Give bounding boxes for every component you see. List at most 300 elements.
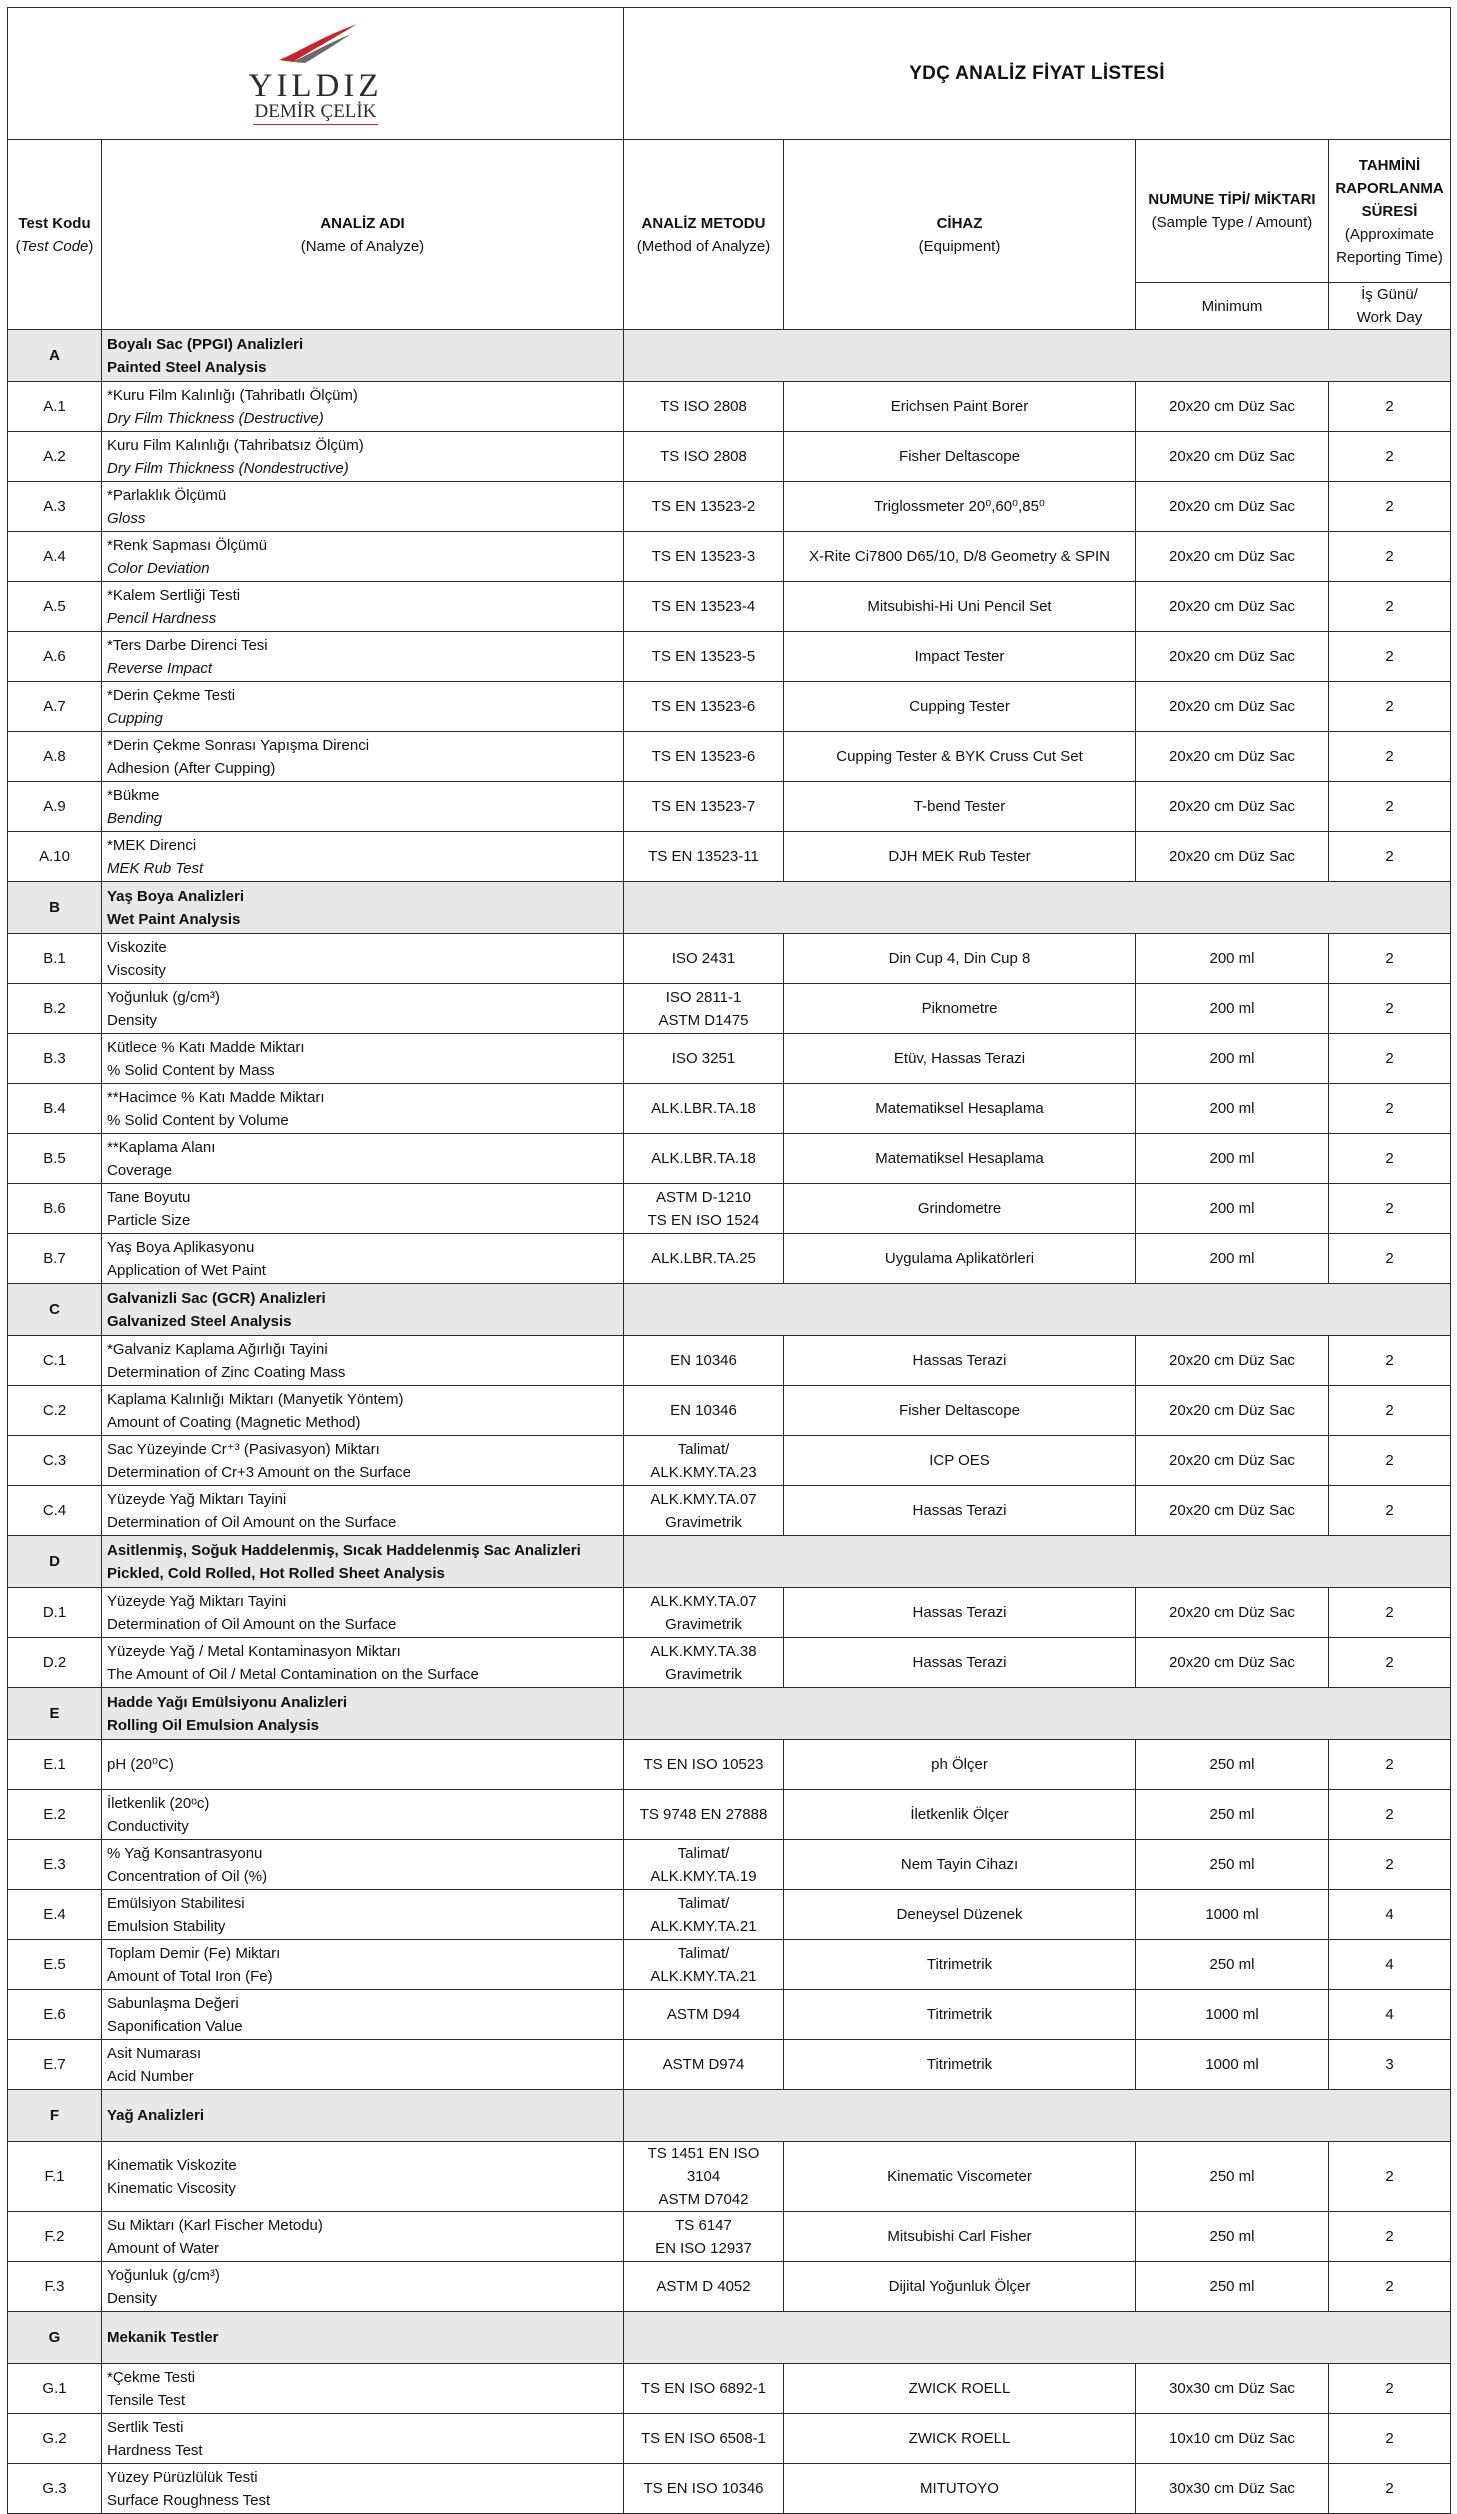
header-test-code bbox=[8, 140, 102, 330]
header-equipment-tr: CİHAZ bbox=[936, 214, 983, 232]
analysis-method bbox=[624, 1336, 784, 1386]
method-line: TS EN 13523-5 bbox=[651, 648, 756, 665]
method-line: ISO 2431 bbox=[671, 950, 736, 967]
analysis-name-en: Gloss bbox=[107, 509, 146, 527]
company-logo bbox=[249, 22, 383, 125]
header-equipment-en: (Equipment) bbox=[918, 237, 1001, 255]
section-filler bbox=[624, 330, 1451, 382]
sample-amount: 20x20 cm Düz Sac bbox=[1136, 482, 1329, 532]
analysis-name-tr: İletkenlik (20ᵒc) bbox=[107, 1794, 210, 1812]
test-code: A.1 bbox=[8, 382, 102, 432]
method-line: TS EN 13523-6 bbox=[651, 698, 756, 715]
section-code: D bbox=[8, 1536, 102, 1588]
sample-amount: 20x20 cm Düz Sac bbox=[1136, 1386, 1329, 1436]
header-sample bbox=[1136, 140, 1329, 283]
equipment: ZWICK ROELL bbox=[784, 2364, 1136, 2414]
analysis-method bbox=[624, 1234, 784, 1284]
equipment: İletkenlik Ölçer bbox=[784, 1790, 1136, 1840]
analysis-name bbox=[102, 1234, 624, 1284]
sample-amount: 20x20 cm Düz Sac bbox=[1136, 532, 1329, 582]
analysis-name bbox=[102, 532, 624, 582]
test-code: C.2 bbox=[8, 1386, 102, 1436]
table-row bbox=[8, 682, 1451, 732]
sample-amount: 1000 ml bbox=[1136, 1890, 1329, 1940]
header-test-code-en: (Test Code) bbox=[15, 237, 94, 255]
equipment: Triglossmeter 20⁰,60⁰,85⁰ bbox=[784, 482, 1136, 532]
reporting-days: 2 bbox=[1329, 2212, 1451, 2262]
analysis-name bbox=[102, 1990, 624, 2040]
analysis-method bbox=[624, 1436, 784, 1486]
section-code: G bbox=[8, 2312, 102, 2364]
analysis-method bbox=[624, 1990, 784, 2040]
analysis-name-tr: *Kuru Film Kalınlığı (Tahribatlı Ölçüm) bbox=[107, 386, 358, 404]
table-row bbox=[8, 1940, 1451, 1990]
analysis-name bbox=[102, 1486, 624, 1536]
table-row bbox=[8, 782, 1451, 832]
method-line: ASTM D7042 bbox=[658, 2191, 749, 2208]
analysis-method bbox=[624, 1184, 784, 1234]
analysis-method bbox=[624, 682, 784, 732]
test-code: F.1 bbox=[8, 2142, 102, 2212]
analysis-name-tr: Asit Numarası bbox=[107, 2044, 202, 2062]
section-title-tr: Yaş Boya Analizleri bbox=[107, 887, 245, 905]
method-line: Talimat/ bbox=[677, 1440, 730, 1458]
analysis-method bbox=[624, 732, 784, 782]
analysis-name bbox=[102, 1740, 624, 1790]
analysis-name bbox=[102, 1840, 624, 1890]
section-filler bbox=[624, 1688, 1451, 1740]
method-line: Gravimetrik bbox=[665, 1513, 742, 1531]
equipment: Kinematic Viscometer bbox=[784, 2142, 1136, 2212]
analysis-method bbox=[624, 832, 784, 882]
section-code: A bbox=[8, 330, 102, 382]
header-time-line: RAPORLANMA bbox=[1335, 179, 1444, 197]
analysis-name bbox=[102, 934, 624, 984]
reporting-days: 4 bbox=[1329, 1940, 1451, 1990]
section-title-en: Galvanized Steel Analysis bbox=[107, 1312, 292, 1330]
test-code: E.6 bbox=[8, 1990, 102, 2040]
analysis-name-en: Viscosity bbox=[107, 961, 166, 979]
equipment: Titrimetrik bbox=[784, 2040, 1136, 2090]
table-row bbox=[8, 1486, 1451, 1536]
analysis-method bbox=[624, 2040, 784, 2090]
test-code: C.3 bbox=[8, 1436, 102, 1486]
reporting-days: 2 bbox=[1329, 934, 1451, 984]
section-filler bbox=[624, 882, 1451, 934]
analysis-name-tr: Yüzeyde Yağ / Metal Kontaminasyon Miktarı bbox=[107, 1642, 401, 1660]
equipment: Matematiksel Hesaplama bbox=[784, 1134, 1136, 1184]
test-code: B.3 bbox=[8, 1034, 102, 1084]
reporting-days: 2 bbox=[1329, 1184, 1451, 1234]
analysis-name bbox=[102, 1890, 624, 1940]
header-method-tr: ANALİZ METODU bbox=[641, 214, 766, 232]
analysis-method bbox=[624, 1790, 784, 1840]
sample-amount: 20x20 cm Düz Sac bbox=[1136, 1638, 1329, 1688]
section-title bbox=[102, 1284, 624, 1336]
reporting-days: 2 bbox=[1329, 2262, 1451, 2312]
analysis-name bbox=[102, 2464, 624, 2514]
section-code: E bbox=[8, 1688, 102, 1740]
header-sample-tr: NUMUNE TİPİ/ MİKTARI bbox=[1148, 191, 1316, 208]
table-row bbox=[8, 2262, 1451, 2312]
section-title bbox=[102, 882, 624, 934]
analysis-name bbox=[102, 1790, 624, 1840]
analysis-name bbox=[102, 2262, 624, 2312]
header-analysis-name bbox=[102, 140, 624, 330]
test-code: A.10 bbox=[8, 832, 102, 882]
sample-amount: 20x20 cm Düz Sac bbox=[1136, 632, 1329, 682]
method-line: ASTM D-1210 bbox=[655, 1188, 752, 1206]
analysis-name-tr: Sac Yüzeyinde Cr⁺³ (Pasivasyon) Miktarı bbox=[107, 1440, 380, 1458]
analysis-name-en: Saponification Value bbox=[107, 2017, 243, 2035]
section-title-tr: Hadde Yağı Emülsiyonu Analizleri bbox=[107, 1693, 348, 1711]
equipment: DJH MEK Rub Tester bbox=[784, 832, 1136, 882]
analysis-name-en: Determination of Oil Amount on the Surface bbox=[107, 1615, 397, 1633]
analysis-name-en: % Solid Content by Mass bbox=[107, 1061, 275, 1079]
table-row bbox=[8, 2464, 1451, 2514]
table-row bbox=[8, 1840, 1451, 1890]
reporting-days: 2 bbox=[1329, 532, 1451, 582]
sample-amount: 200 ml bbox=[1136, 1184, 1329, 1234]
section-header-row bbox=[8, 1688, 1451, 1740]
test-code: A.9 bbox=[8, 782, 102, 832]
sample-amount: 200 ml bbox=[1136, 934, 1329, 984]
header-work-day-line: İş Günü/ bbox=[1361, 286, 1418, 303]
method-line: ASTM D94 bbox=[666, 2006, 741, 2023]
analysis-name bbox=[102, 682, 624, 732]
header-analysis-name-tr: ANALİZ ADI bbox=[320, 214, 405, 232]
table-row bbox=[8, 1638, 1451, 1688]
analysis-name bbox=[102, 2040, 624, 2090]
test-code: F.2 bbox=[8, 2212, 102, 2262]
method-line: ALK.KMY.TA.19 bbox=[650, 1867, 757, 1885]
table-row bbox=[8, 2040, 1451, 2090]
sample-amount: 20x20 cm Düz Sac bbox=[1136, 832, 1329, 882]
equipment: Etüv, Hassas Terazi bbox=[784, 1034, 1136, 1084]
test-code: B.7 bbox=[8, 1234, 102, 1284]
equipment: ICP OES bbox=[784, 1436, 1136, 1486]
method-line: ALK.KMY.TA.38 bbox=[650, 1642, 757, 1660]
section-title-en: Painted Steel Analysis bbox=[107, 358, 267, 376]
equipment: Impact Tester bbox=[784, 632, 1136, 682]
equipment: Hassas Terazi bbox=[784, 1638, 1136, 1688]
analysis-name bbox=[102, 382, 624, 432]
analysis-name-en: Amount of Total Iron (Fe) bbox=[107, 1967, 273, 1985]
header-sample-en: (Sample Type / Amount) bbox=[1151, 214, 1313, 231]
analysis-name-tr: Yüzeyde Yağ Miktarı Tayini bbox=[107, 1490, 287, 1508]
section-title-tr: Boyalı Sac (PPGI) Analizleri bbox=[107, 335, 304, 353]
method-line: ALK.LBR.TA.18 bbox=[651, 1100, 756, 1117]
reporting-days: 2 bbox=[1329, 2142, 1451, 2212]
analysis-name-tr: Toplam Demir (Fe) Miktarı bbox=[107, 1944, 281, 1962]
method-line: TS EN 13523-2 bbox=[651, 498, 756, 515]
analysis-name-en: Amount of Coating (Magnetic Method) bbox=[107, 1413, 361, 1431]
analysis-name-tr: *Parlaklık Ölçümü bbox=[107, 486, 227, 504]
table-row bbox=[8, 582, 1451, 632]
method-line: TS 6147 bbox=[675, 2216, 732, 2234]
section-title-en: Pickled, Cold Rolled, Hot Rolled Sheet Analysis bbox=[107, 1564, 445, 1582]
table-row bbox=[8, 934, 1451, 984]
table-row bbox=[8, 832, 1451, 882]
test-code: C.1 bbox=[8, 1336, 102, 1386]
logo-swoosh-icon bbox=[271, 22, 361, 64]
test-code: E.2 bbox=[8, 1790, 102, 1840]
reporting-days: 2 bbox=[1329, 1436, 1451, 1486]
section-header-row bbox=[8, 882, 1451, 934]
equipment: Erichsen Paint Borer bbox=[784, 382, 1136, 432]
method-line: ALK.LBR.TA.18 bbox=[651, 1150, 756, 1167]
method-line: ASTM D1475 bbox=[658, 1011, 749, 1029]
method-line: TS EN ISO 6508-1 bbox=[640, 2430, 767, 2447]
sample-amount: 20x20 cm Düz Sac bbox=[1136, 1336, 1329, 1386]
header-method bbox=[624, 140, 784, 330]
analysis-name-en: Reverse Impact bbox=[107, 659, 213, 677]
analysis-name-tr: Kütlece % Katı Madde Miktarı bbox=[107, 1038, 305, 1056]
test-code: E.3 bbox=[8, 1840, 102, 1890]
method-line: Talimat/ bbox=[677, 1844, 730, 1862]
sample-amount: 200 ml bbox=[1136, 1134, 1329, 1184]
method-line: ALK.KMY.TA.21 bbox=[650, 1967, 757, 1985]
reporting-days: 2 bbox=[1329, 1840, 1451, 1890]
analysis-name bbox=[102, 1940, 624, 1990]
header-time-line: SÜRESİ bbox=[1361, 202, 1418, 220]
method-line: TS EN ISO 10523 bbox=[643, 1756, 764, 1773]
sample-amount: 250 ml bbox=[1136, 1940, 1329, 1990]
reporting-days: 2 bbox=[1329, 632, 1451, 682]
analysis-name bbox=[102, 632, 624, 682]
analysis-name-tr: Yoğunluk (g/cm³) bbox=[107, 988, 220, 1006]
sample-amount: 250 ml bbox=[1136, 2142, 1329, 2212]
reporting-days: 2 bbox=[1329, 2414, 1451, 2464]
test-code: B.4 bbox=[8, 1084, 102, 1134]
header-row bbox=[8, 140, 1451, 283]
table-row bbox=[8, 1436, 1451, 1486]
table-row bbox=[8, 1336, 1451, 1386]
test-code: E.7 bbox=[8, 2040, 102, 2090]
sample-amount: 20x20 cm Düz Sac bbox=[1136, 1486, 1329, 1536]
section-code: F bbox=[8, 2090, 102, 2142]
analysis-name-tr: *Çekme Testi bbox=[107, 2368, 196, 2386]
analysis-name-en: Density bbox=[107, 2289, 158, 2307]
analysis-name-en: Acid Number bbox=[107, 2067, 194, 2085]
analysis-name bbox=[102, 1034, 624, 1084]
table-row bbox=[8, 984, 1451, 1034]
analysis-method bbox=[624, 1134, 784, 1184]
table-row bbox=[8, 1386, 1451, 1436]
sample-amount: 10x10 cm Düz Sac bbox=[1136, 2414, 1329, 2464]
method-line: TS EN 13523-3 bbox=[651, 548, 756, 565]
reporting-days: 2 bbox=[1329, 482, 1451, 532]
method-line: TS EN 13523-6 bbox=[651, 748, 756, 765]
reporting-days: 2 bbox=[1329, 2464, 1451, 2514]
analysis-method bbox=[624, 432, 784, 482]
analysis-method bbox=[624, 582, 784, 632]
header-method-en: (Method of Analyze) bbox=[636, 237, 771, 255]
analysis-name-tr: **Kaplama Alanı bbox=[107, 1138, 216, 1156]
section-code: C bbox=[8, 1284, 102, 1336]
analysis-name-tr: *Derin Çekme Sonrası Yapışma Direnci bbox=[107, 736, 370, 754]
reporting-days: 3 bbox=[1329, 2040, 1451, 2090]
method-line: EN 10346 bbox=[670, 1402, 737, 1419]
header-analysis-name-en: (Name of Analyze) bbox=[300, 237, 425, 255]
header-test-code-tr: Test Kodu bbox=[18, 214, 91, 232]
equipment: Hassas Terazi bbox=[784, 1336, 1136, 1386]
section-header-row bbox=[8, 330, 1451, 382]
header-time-en-line: (Approximate bbox=[1344, 225, 1435, 243]
table-row bbox=[8, 1890, 1451, 1940]
method-line: TS EN 13523-4 bbox=[651, 598, 756, 615]
analysis-name-en: Coverage bbox=[107, 1161, 173, 1179]
analysis-name bbox=[102, 2142, 624, 2212]
method-line: TS EN 13523-11 bbox=[648, 848, 759, 865]
sample-amount: 250 ml bbox=[1136, 2262, 1329, 2312]
reporting-days: 2 bbox=[1329, 732, 1451, 782]
analysis-name-tr: *Renk Sapması Ölçümü bbox=[107, 536, 268, 554]
header-equipment bbox=[784, 140, 1136, 330]
table-row bbox=[8, 382, 1451, 432]
reporting-days: 2 bbox=[1329, 832, 1451, 882]
sample-amount: 200 ml bbox=[1136, 1234, 1329, 1284]
table-row bbox=[8, 1990, 1451, 2040]
equipment: Matematiksel Hesaplama bbox=[784, 1084, 1136, 1134]
analysis-name-en: MEK Rub Test bbox=[107, 859, 204, 877]
reporting-days: 2 bbox=[1329, 1034, 1451, 1084]
header-reporting-time bbox=[1329, 140, 1451, 283]
analysis-method bbox=[624, 632, 784, 682]
equipment: Cupping Tester & BYK Cruss Cut Set bbox=[784, 732, 1136, 782]
reporting-days: 2 bbox=[1329, 1588, 1451, 1638]
equipment: Fisher Deltascope bbox=[784, 1386, 1136, 1436]
analysis-name-en: Application of Wet Paint bbox=[107, 1261, 266, 1279]
analysis-method bbox=[624, 1386, 784, 1436]
test-code: G.1 bbox=[8, 2364, 102, 2414]
reporting-days: 2 bbox=[1329, 1386, 1451, 1436]
reporting-days: 2 bbox=[1329, 1234, 1451, 1284]
test-code: B.5 bbox=[8, 1134, 102, 1184]
analysis-method bbox=[624, 1034, 784, 1084]
analysis-name-en: Determination of Cr+3 Amount on the Surface bbox=[107, 1463, 411, 1481]
analysis-name bbox=[102, 1134, 624, 1184]
analysis-method bbox=[624, 482, 784, 532]
sample-amount: 250 ml bbox=[1136, 1840, 1329, 1890]
reporting-days: 2 bbox=[1329, 382, 1451, 432]
logo-subtitle: DEMİR ÇELİK bbox=[253, 101, 379, 125]
analysis-name-en: Determination of Oil Amount on the Surface bbox=[107, 1513, 397, 1531]
method-line: TS EN ISO 1524 bbox=[647, 1211, 760, 1229]
analysis-method bbox=[624, 1084, 784, 1134]
test-code: A.3 bbox=[8, 482, 102, 532]
sample-amount: 200 ml bbox=[1136, 1034, 1329, 1084]
test-code: G.2 bbox=[8, 2414, 102, 2464]
table-row bbox=[8, 1740, 1451, 1790]
section-title bbox=[102, 2312, 624, 2364]
section-filler bbox=[624, 1284, 1451, 1336]
reporting-days: 2 bbox=[1329, 1336, 1451, 1386]
header-time-en-line: Reporting Time) bbox=[1336, 248, 1443, 266]
test-code: B.2 bbox=[8, 984, 102, 1034]
table-row bbox=[8, 2414, 1451, 2464]
analysis-name bbox=[102, 2414, 624, 2464]
table-row bbox=[8, 732, 1451, 782]
analysis-name-tr: Yüzey Pürüzlülük Testi bbox=[107, 2468, 258, 2486]
analysis-name-en: Density bbox=[107, 1011, 158, 1029]
equipment: Din Cup 4, Din Cup 8 bbox=[784, 934, 1136, 984]
equipment: Cupping Tester bbox=[784, 682, 1136, 732]
equipment: Titrimetrik bbox=[784, 1940, 1136, 1990]
equipment: Mitsubishi Carl Fisher bbox=[784, 2212, 1136, 2262]
table-row bbox=[8, 2212, 1451, 2262]
analysis-name-en: Emulsion Stability bbox=[107, 1917, 226, 1935]
table-row bbox=[8, 1134, 1451, 1184]
table-row bbox=[8, 632, 1451, 682]
analysis-method bbox=[624, 1840, 784, 1890]
reporting-days: 2 bbox=[1329, 1486, 1451, 1536]
analysis-name bbox=[102, 2212, 624, 2262]
table-row bbox=[8, 1084, 1451, 1134]
equipment: Nem Tayin Cihazı bbox=[784, 1840, 1136, 1890]
analysis-name bbox=[102, 984, 624, 1034]
method-line: TS ISO 2808 bbox=[660, 398, 747, 415]
table-row bbox=[8, 1034, 1451, 1084]
analysis-name-tr: **Hacimce % Katı Madde Miktarı bbox=[107, 1088, 325, 1106]
method-line: ISO 2811-1 bbox=[665, 988, 742, 1006]
reporting-days: 2 bbox=[1329, 2364, 1451, 2414]
section-code: B bbox=[8, 882, 102, 934]
method-line: EN 10346 bbox=[670, 1352, 737, 1369]
analysis-name-tr: pH (20⁰C) bbox=[107, 1756, 174, 1773]
analysis-name-tr: *Ters Darbe Direnci Tesi bbox=[107, 636, 268, 654]
analysis-name bbox=[102, 1336, 624, 1386]
analysis-name-en: Cupping bbox=[107, 709, 163, 727]
table-row bbox=[8, 482, 1451, 532]
table-row bbox=[8, 2364, 1451, 2414]
equipment: Hassas Terazi bbox=[784, 1588, 1136, 1638]
test-code: A.7 bbox=[8, 682, 102, 732]
analysis-name-tr: Kuru Film Kalınlığı (Tahribatsız Ölçüm) bbox=[107, 436, 364, 454]
table-row bbox=[8, 1184, 1451, 1234]
sample-amount: 20x20 cm Düz Sac bbox=[1136, 432, 1329, 482]
analysis-method bbox=[624, 2212, 784, 2262]
sample-amount: 1000 ml bbox=[1136, 1990, 1329, 2040]
analysis-name-en: The Amount of Oil / Metal Contamination on the Surface bbox=[107, 1665, 479, 1683]
test-code: D.1 bbox=[8, 1588, 102, 1638]
test-code: E.1 bbox=[8, 1740, 102, 1790]
method-line: ASTM D974 bbox=[662, 2056, 745, 2073]
method-line: EN ISO 12937 bbox=[655, 2239, 752, 2257]
analysis-method bbox=[624, 1588, 784, 1638]
section-title bbox=[102, 1536, 624, 1588]
section-title-tr: Yağ Analizleri bbox=[107, 2107, 204, 2124]
header-time-line: TAHMİNİ bbox=[1358, 156, 1421, 174]
method-line: TS 1451 EN ISO 3104 bbox=[647, 2145, 760, 2185]
method-line: ALK.KMY.TA.21 bbox=[650, 1917, 757, 1935]
test-code: F.3 bbox=[8, 2262, 102, 2312]
analysis-name-tr: Kinematik Viskozite bbox=[107, 2156, 237, 2174]
reporting-days: 2 bbox=[1329, 782, 1451, 832]
method-line: ALK.KMY.TA.07 bbox=[650, 1490, 757, 1508]
equipment: Piknometre bbox=[784, 984, 1136, 1034]
sample-amount: 30x30 cm Düz Sac bbox=[1136, 2464, 1329, 2514]
analysis-name-en: Adhesion (After Cupping) bbox=[107, 759, 276, 777]
test-code: A.8 bbox=[8, 732, 102, 782]
analysis-name-en: Color Deviation bbox=[107, 559, 210, 577]
equipment: ph Ölçer bbox=[784, 1740, 1136, 1790]
reporting-days: 2 bbox=[1329, 582, 1451, 632]
section-header-row bbox=[8, 1536, 1451, 1588]
analysis-name-tr: Yaş Boya Aplikasyonu bbox=[107, 1238, 255, 1256]
equipment: X-Rite Ci7800 D65/10, D/8 Geometry & SPIN bbox=[784, 532, 1136, 582]
reporting-days: 2 bbox=[1329, 432, 1451, 482]
